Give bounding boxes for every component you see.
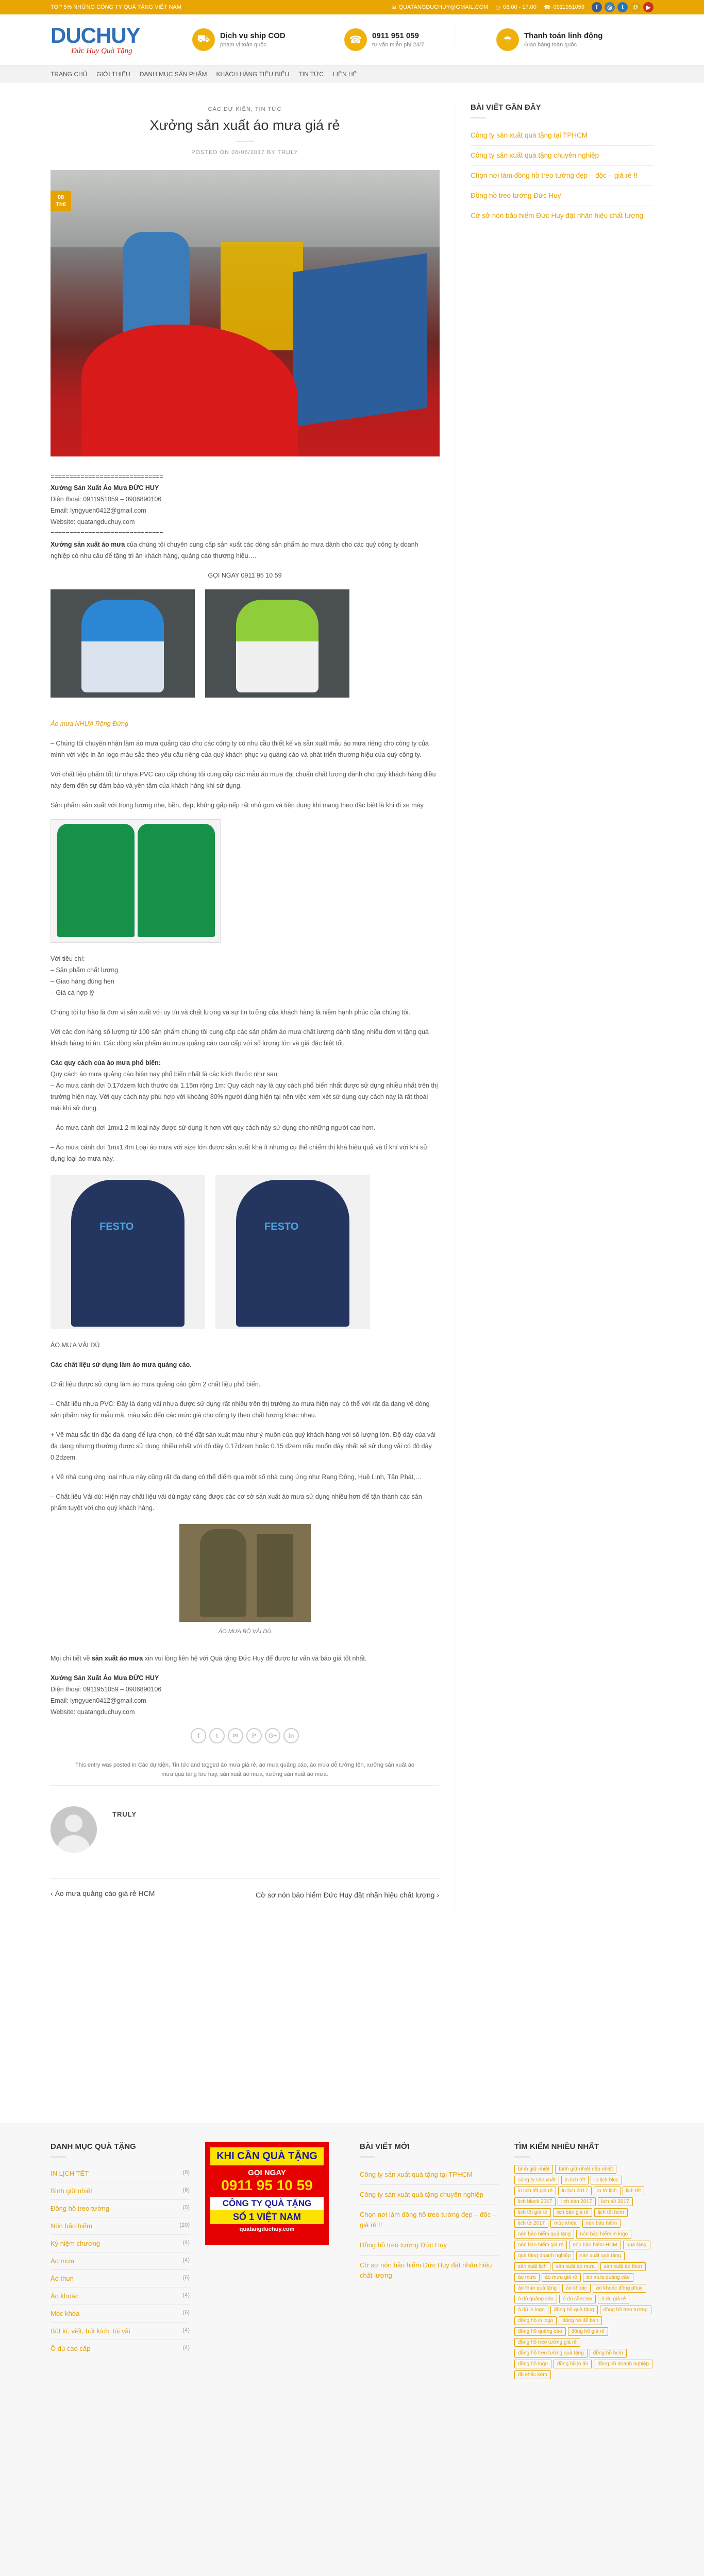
header-info-cod: ⛟ Dịch vụ ship COD phạm vi toàn quốc bbox=[192, 28, 311, 51]
paragraph-1: – Chúng tôi chuyên nhận làm áo mưa quảng cáo cho các công ty có nhu cầu thiết kế và sản xuất mẫu áo mưa riêng cho công ty của mình với việc in ấn logo màu sắc theo yêu cầu riêng của quý khách phục vụ quảng cáo và phát triển thương hiệu của quý công ty. bbox=[51, 740, 429, 758]
main-nav bbox=[0, 65, 704, 82]
tag-link[interactable]: in lịch 2017 bbox=[558, 2187, 592, 2195]
site-logo[interactable]: DUCHUY Đức Huy Quà Tặng bbox=[51, 24, 159, 56]
company-email: Email: lyngyuen0412@gmail.com bbox=[51, 507, 146, 514]
navy-raincoat-image: FESTO bbox=[51, 1175, 205, 1329]
tag-link[interactable]: công ty sản xuất bbox=[514, 2176, 559, 2184]
paragraph-3: Sản phẩm sản xuất với trọng lượng nhẹ, bền, đẹp, không gấp nếp rất nhỏ gọn và tiện dụng khi mang theo đặc biệt là khi đi xe máy. bbox=[51, 802, 425, 809]
tag-link[interactable]: sản xuất áo mưa bbox=[552, 2262, 598, 2271]
twitter-icon[interactable]: t bbox=[617, 2, 628, 12]
label-vai-du: ÁO MƯA VẢI DÙ bbox=[51, 1342, 100, 1349]
tag-link[interactable]: áo mưa bbox=[514, 2273, 540, 2282]
tag-link[interactable]: nón bảo hiểm HCM bbox=[569, 2241, 621, 2249]
footer-category-item[interactable]: Bút kí, viết, bút kích, túi vải (4) bbox=[51, 2322, 190, 2340]
benefit-item: – Giao hàng đúng hẹn bbox=[51, 978, 114, 985]
sidebar-recent-item[interactable]: Cờ sở nón bảo hiểm Đức Huy đặt nhãn hiệu chất lượng bbox=[471, 206, 653, 226]
tag-link[interactable]: lịch tết 2017 bbox=[598, 2197, 633, 2206]
paragraph-2: Với chất liệu phẩm tốt từ nhựa PVC cao cấp chúng tôi cung cấp các mẫu áo mưa đạt chuẩn chất lượng dành cho quý khách hàng điều này đem đến sự đảm bảo và yên tâm của khách hàng khi sử dụng. bbox=[51, 771, 436, 789]
tag-link[interactable]: đồng hồ hcm bbox=[590, 2349, 627, 2358]
nav-item-contact[interactable]: LIÊN HỆ bbox=[332, 71, 357, 78]
tag-link[interactable]: lịch tờ 2017 bbox=[514, 2219, 548, 2228]
topbar-email[interactable]: ✉ QUATANGDUCHUY@GMAIL.COM bbox=[391, 4, 489, 11]
nav-item-news[interactable]: TIN TỨC bbox=[298, 71, 324, 78]
tag-link[interactable]: sản xuất quà tặng bbox=[576, 2251, 625, 2260]
materials-3: + Về màu sắc tín đặc đa dạng để lựa chọn, có thể đặt sản xuất màu như ý muốn của quý khách hàng với số lượng lớn. Độ dày của vải đa dạng nhưng thường được sử dụng nhiều nhất với độ dày 0.17dzem hoặc 0.15 dzem nếu muốn dày nhất sẽ sử dụng vải có độ dày 0.2dzem. bbox=[51, 1431, 436, 1461]
footer-recent-item[interactable]: Cờ sơ nón bảo hiểm Đức Huy đặt nhãn hiệu chất lượng bbox=[360, 2255, 499, 2285]
tag-link[interactable]: áo thun quà tặng bbox=[514, 2284, 560, 2293]
tag-link[interactable]: ô dù cầm tay bbox=[559, 2295, 596, 2303]
entry-meta-footer: This entry was posted in Các dự kiện, Tin tức and tagged áo mưa giá rẻ, áo mưa quảng cáo, áo mưa dễ tưởng tên, xưởng sản xuất áo mưa quà tặng lưu hay, sản xuất áo mưa, xưởng sản xuất áo mưa. bbox=[51, 1754, 439, 1786]
topbar-hours: ◷ 08:00 - 17:00 bbox=[495, 4, 537, 11]
footer-category-item[interactable]: Nón bảo hiểm (20) bbox=[51, 2217, 190, 2234]
materials-heading: Các chất liệu sử dụng làm áo mưa quảng cáo. bbox=[51, 1361, 192, 1368]
linkedin-share-icon[interactable]: in bbox=[283, 1728, 299, 1743]
raincoat-blue-image bbox=[51, 589, 195, 698]
benefits-head: Với tiêu chí: bbox=[51, 955, 85, 962]
footer-recent-item[interactable]: Đồng hồ treo tường Đức Huy bbox=[360, 2235, 499, 2255]
closing-paragraph: Mọi chi tiết về sản xuất áo mưa xin vui lòng liên hệ với Quà tặng Đức Huy để được tư vấn và báo giá tốt nhất. bbox=[51, 1655, 367, 1662]
tag-link[interactable]: bình giữ nhiệt nắp nhiệt bbox=[555, 2165, 616, 2174]
post-content bbox=[51, 471, 439, 1718]
materials-1: Chất liệu được sử dụng làm áo mưa quảng cáo gồm 2 chất liệu phổ biến. bbox=[51, 1381, 261, 1388]
tag-link[interactable]: áo khoác đồng phục bbox=[593, 2284, 646, 2293]
tag-link[interactable]: đồng hồ treo tường quà tặng bbox=[514, 2349, 588, 2358]
header-info-phone: ☎ 0911 951 059 tư vấn miễn phí 24/7 bbox=[344, 28, 463, 51]
types-intro: Quy cách áo mưa quảng cáo hiện nay phổ biến nhất là các kích thước như sau: bbox=[51, 1071, 279, 1078]
tag-link[interactable]: đồng hồ doanh nghiệp bbox=[594, 2360, 652, 2368]
tag-link[interactable]: sản xuất áo thun bbox=[600, 2262, 646, 2271]
paragraph-4: Chúng tôi tự hào là đơn vị sản xuất với uy tín và chất lượng và sự tin tưởng của khách hàng là niềm hạnh phúc của chúng tôi. bbox=[51, 1009, 410, 1016]
tag-link[interactable]: đồng hồ giá rẻ bbox=[568, 2327, 608, 2336]
tag-link[interactable]: nón bảo hiểm in logo bbox=[576, 2230, 631, 2239]
tag-link[interactable]: ô dù giá rẻ bbox=[598, 2295, 629, 2303]
call-now-text: GỌI NGAY 0911 95 10 59 bbox=[208, 572, 282, 579]
tag-link[interactable]: đồng hồ để bàn bbox=[559, 2316, 602, 2325]
tag-link[interactable]: nón bảo hiểm giá rẻ bbox=[514, 2241, 567, 2249]
tag-link[interactable]: áo mưa quảng cáo bbox=[583, 2273, 633, 2282]
header-info-payment: ☂ Thanh toán linh động Giao hàng toàn quốc bbox=[496, 28, 615, 51]
post-navigation bbox=[51, 1879, 439, 1911]
pinterest-share-icon[interactable]: P bbox=[246, 1728, 262, 1743]
image-caption: ÁO MƯA BỘ VẢI DÙ bbox=[218, 1629, 272, 1635]
googleplus-share-icon[interactable]: G+ bbox=[265, 1728, 280, 1743]
type-1: – Áo mưa cánh dơi 0.17dzem kích thước dài 1.15m rộng 1m: Quy cách này là quy cách phổ biến nhất được sử dụng nhiều nhất trên thị trường hiện nay. Với quy cách này phù hợp với khoảng 80% người dùng hiện tại nên việc xem xét sử dụng quy cách này là rất thoải mái khi sử dụng. bbox=[51, 1082, 438, 1112]
post-categories[interactable]: CÁC DỰ KIỆN, TIN TỨC bbox=[208, 106, 282, 112]
email-share-icon[interactable]: ✉ bbox=[228, 1728, 243, 1743]
tag-link[interactable]: lịch tết bbox=[623, 2187, 645, 2195]
sidebar bbox=[455, 103, 653, 1911]
khaki-raincoat-image bbox=[179, 1524, 311, 1622]
topbar-phone[interactable]: ☎ 0911951059 bbox=[543, 4, 584, 11]
benefit-item: – Sản phẩm chất lượng bbox=[51, 967, 119, 974]
site-footer bbox=[0, 2123, 704, 2576]
top-bar bbox=[0, 0, 704, 14]
sidebar-title: BÀI VIẾT GẦN ĐÂY bbox=[471, 103, 541, 112]
nav-item-home[interactable]: TRANG CHỦ bbox=[51, 71, 88, 78]
nav-item-customers[interactable]: KHÁCH HÀNG TIÊU BIỂU bbox=[216, 71, 290, 78]
footer-category-item[interactable]: Áo mưa (4) bbox=[51, 2252, 190, 2269]
twitter-share-icon[interactable]: t bbox=[209, 1728, 225, 1743]
tag-link[interactable]: đồng hồ quảng cáo bbox=[514, 2327, 566, 2336]
email-icon[interactable]: @ bbox=[630, 2, 641, 12]
nav-item-products[interactable]: DANH MỤC SẢN PHẨM bbox=[139, 71, 207, 78]
paragraph-5: Với các đơn hàng số lượng từ 100 sản phẩm chúng tôi cung cấp các sản phẩm áo mưa chất lượng dành tặng nhiều đơn vị tặng quà khách hàng tri ân. Các dòng sản phẩm áo mưa quảng cáo cao cấp với số lượng lớn và giá đặc biệt tốt. bbox=[51, 1028, 429, 1047]
author-name: TRULY bbox=[112, 1810, 137, 1818]
tag-link[interactable]: in tờ lịch bbox=[594, 2187, 621, 2195]
tag-link[interactable]: áo khoác bbox=[562, 2284, 591, 2293]
tag-link[interactable]: ô dù quảng cáo bbox=[514, 2295, 557, 2303]
tag-link[interactable]: in lịch tết giá rẻ bbox=[514, 2187, 556, 2195]
materials-2: – Chất liệu nhựa PVC: Đây là dạng vải nhựa được sử dụng rất nhiều trên thị trường áo mưa hiện nay có thể với rất đa dạng về dòng sản phẩm này từ mẫu mã, màu sắc đến các mức giá cho công ty theo chất lượng khác nhau. bbox=[51, 1400, 430, 1419]
sidebar-recent-item[interactable]: Chọn nơi làm đồng hồ treo tường đẹp – độc – giá rẻ !! bbox=[471, 165, 653, 185]
footer-category-item[interactable]: Kỷ niệm chương (4) bbox=[51, 2234, 190, 2252]
hotline-banner[interactable]: KHI CẦN QUÀ TẶNG GỌI NGAY 0911 95 10 59 CÔNG TY QUÀ TẶNG SỐ 1 VIỆT NAM quatangduchuy.com bbox=[205, 2142, 329, 2245]
footer-category-item[interactable]: Áo khoác (4) bbox=[51, 2287, 190, 2304]
footer-recent-item[interactable]: Chọn nơi làm đồng hồ treo tường đẹp – độc – giá rẻ !! bbox=[360, 2205, 499, 2235]
tag-link[interactable]: móc khóa bbox=[550, 2219, 580, 2228]
post-title: Xưởng sản xuất áo mưa giá rẻ bbox=[149, 117, 340, 133]
tag-link[interactable]: đồng hồ treo tường giá rẻ bbox=[514, 2338, 580, 2347]
chevron-right-icon: › bbox=[434, 1891, 439, 1899]
footer-category-item[interactable]: Ô dù cao cấp (4) bbox=[51, 2340, 190, 2357]
tag-link[interactable]: lịch tết giá rẻ bbox=[514, 2208, 551, 2217]
raincoat-images bbox=[51, 589, 439, 698]
company-name: Xưởng Sản Xuất Áo Mưa ĐỨC HUY bbox=[51, 1674, 159, 1682]
tag-link[interactable]: lịch bàn giá rẻ bbox=[553, 2208, 592, 2217]
tag-link[interactable]: đồng hồ quà tặng bbox=[550, 2306, 598, 2314]
raincoat-green-image bbox=[205, 589, 349, 698]
tag-link[interactable]: đồng hồ in ấn bbox=[554, 2360, 592, 2368]
company-phone: Điện thoại: 0911951059 – 0906890106 bbox=[51, 496, 162, 503]
footer-category-item[interactable]: Bình giữ nhiệt (6) bbox=[51, 2182, 190, 2199]
author-box bbox=[51, 1786, 439, 1879]
intro-paragraph: Xưởng sản xuất áo mưa của chúng tôi chuyên cung cấp sản xuất các dòng sản phẩm áo mưa dành cho các quý công ty doanh nghiệp có nhu cầu để tặng tri ân khách hàng, quảng cáo thương hiệu…. bbox=[51, 541, 418, 560]
facebook-share-icon[interactable]: f bbox=[191, 1728, 206, 1743]
prev-post-link[interactable]: ‹ Áo mưa quảng cáo giá rẻ HCM bbox=[51, 1889, 155, 1897]
tag-link[interactable]: áo mưa giá rẻ bbox=[542, 2273, 581, 2282]
author-avatar bbox=[51, 1806, 97, 1853]
company-website: Website: quatangduchuy.com bbox=[51, 1708, 135, 1716]
tag-link[interactable]: lịch block 2017 bbox=[514, 2197, 556, 2206]
tag-link[interactable]: nón bảo hiểm bbox=[582, 2219, 621, 2228]
tag-link[interactable]: quà tặng bbox=[623, 2241, 650, 2249]
company-phone: Điện thoại: 0911951059 – 0906890106 bbox=[51, 1686, 162, 1693]
footer-banner-col bbox=[205, 2142, 344, 2379]
next-post-link[interactable]: Cờ sơ nón bảo hiểm Đức Huy đặt nhãn hiệu chất lượng › bbox=[255, 1891, 439, 1899]
tag-link[interactable]: in lịch tết bbox=[561, 2176, 589, 2184]
footer-recent-item[interactable]: Công ty sản xuất quà tặng chuyên nghiệp bbox=[360, 2184, 499, 2205]
label-nhua: Áo mưa NHỰA Rộng Đứng bbox=[51, 720, 129, 727]
sidebar-recent-item[interactable]: Đồng hồ treo tường Đức Huy bbox=[471, 185, 653, 206]
company-website: Website: quatangduchuy.com bbox=[51, 518, 135, 526]
company-email: Email: lyngyuen0412@gmail.com bbox=[51, 1697, 146, 1704]
tag-link[interactable]: đồ khắc kèm bbox=[514, 2370, 551, 2379]
benefit-item: – Giá cả hợp lý bbox=[51, 989, 94, 996]
green-raincoat-image bbox=[51, 819, 221, 943]
materials-4: + Về nhà cung ứng loại nhựa này cũng rất đa dạng có thể điểm qua một số nhà cung ứng như Rạng Đông, Huệ Linh, Tân Phát,… bbox=[51, 1473, 422, 1481]
site-header bbox=[0, 14, 704, 65]
post-meta: POSTED ON 08/06/2017 BY TRULY bbox=[191, 149, 298, 156]
mail-icon: ✉ bbox=[391, 4, 396, 11]
footer-categories: DANH MỤC QUÀ TẶNG IN LỊCH TẾT (8) Bình giữ nhiệt (6) Đồng hồ treo tường (5) Nón bảo hiểm (20) Kỷ niệm chương (4) Áo mưa (4) Áo thun (6) Áo khoác (4) Móc khóa (6) Bút kí, viết, bút kích, túi vải (4) Ô dù cao cấp (4) bbox=[51, 2142, 190, 2379]
truck-icon: ⛟ bbox=[192, 28, 215, 51]
tag-link[interactable]: ô dù in logo bbox=[514, 2306, 548, 2314]
tag-link[interactable]: nón bảo hiểm quà tặng bbox=[514, 2230, 574, 2239]
tag-link[interactable]: quà tặng doanh nghiệp bbox=[514, 2251, 574, 2260]
materials-5: – Chất liệu Vải dù: Hiện nay chất liệu vải dù ngày càng được các cơ sở sản xuất áo mưa sử dụng nhiều hơn để tận thành các sản phẩm tuyệt vời cho quý khách hàng. bbox=[51, 1493, 422, 1512]
clock-icon: ◷ bbox=[495, 4, 501, 11]
sep-line: ============================== bbox=[51, 473, 163, 480]
tag-link[interactable]: in lịch bloc bbox=[591, 2176, 622, 2184]
tag-cloud bbox=[514, 2165, 653, 2379]
tag-link[interactable]: đồng hồ in logo bbox=[514, 2316, 557, 2325]
footer-recent-posts: BÀI VIẾT MỚI Công ty sản xuất quà tặng tại TPHCM Công ty sản xuất quà tặng chuyên nghiệp Chọn nơi làm đồng hồ treo tường đẹp – độc – giá rẻ !! Đồng hồ treo tường Đức Huy Cờ sơ nón bảo hiểm Đức Huy đặt nhãn hiệu chất lượng bbox=[360, 2142, 499, 2379]
footer-recent-item[interactable]: Công ty sản xuất quà tặng tại TPHCM bbox=[360, 2171, 473, 2178]
tag-link[interactable]: lịch tết hcm bbox=[594, 2208, 628, 2217]
phone-icon: ☎ bbox=[344, 28, 367, 51]
company-name: Xưởng Sản Xuất Áo Mưa ĐỨC HUY bbox=[51, 484, 159, 492]
post-article bbox=[51, 103, 455, 1911]
featured-image bbox=[51, 170, 440, 456]
date-badge: 08 Th6 bbox=[51, 191, 71, 211]
tag-link[interactable]: bình giữ nhiệt bbox=[514, 2165, 553, 2174]
tag-link[interactable]: đồng hồ treo tường bbox=[600, 2306, 651, 2314]
navy-raincoat-images bbox=[51, 1175, 439, 1329]
navy-raincoat-image: FESTO bbox=[215, 1175, 370, 1329]
sidebar-recent-item[interactable]: Công ty sản xuất quà tặng chuyên nghiệp bbox=[471, 145, 653, 165]
footer-category-item[interactable]: Đồng hồ treo tường (5) bbox=[51, 2199, 190, 2217]
sep-line: ============================== bbox=[51, 530, 163, 537]
footer-tags: TÌM KIẾM NHIỀU NHẤT bình giữ nhiệt bình giữ nhiệt nắp nhiệt công ty sản xuất in lịch tết in lịch bloc in lịch tết giá rẻ in lịch 2017 in tờ lịch lịch tết lịch block 2017 lịch bàn 2017 lịch tết 2017 lịch tết giá rẻ lịch bàn giá rẻ lịch tết hcm lịch tờ 2017 móc khóa nón bảo hiểm nón bảo hiểm quà tặng nón bảo hiểm in logo nón bảo hiểm giá rẻ nón bảo hiểm HCM quà tặng quà tặng doanh nghiệp sản xuất quà tặng sản xuất lịch sản xuất áo mưa sản xuất áo thun áo mưa áo mưa giá rẻ áo mưa quảng cáo áo thun quà tặng áo khoác áo khoác đồng phục ô dù quảng cáo ô dù cầm tay ô dù giá rẻ ô dù in logo đồng hồ quà tặng đồng hồ treo tường đồng hồ in logo đồng hồ để bàn đồng hồ quảng cáo đồng hồ giá rẻ đồng hồ treo tường giá rẻ đồng hồ treo tường quà tặng đồng hồ hcm đồng hồ logo đồng hồ in ấn đồng hồ doanh nghiệp đồ khắc kèm bbox=[514, 2142, 653, 2379]
chevron-left-icon: ‹ bbox=[51, 1889, 55, 1897]
tag-link[interactable]: đồng hồ logo bbox=[514, 2360, 551, 2368]
facebook-icon[interactable]: f bbox=[592, 2, 602, 12]
title-divider bbox=[236, 141, 254, 142]
social-links bbox=[592, 2, 653, 12]
type-2: – Áo mưa cánh dơi 1mx1.2 m loại này được sử dụng ít hơn với quy cách này sử dụng cho những người cao hơn. bbox=[51, 1124, 376, 1131]
tag-link[interactable]: sản xuất lịch bbox=[514, 2262, 550, 2271]
share-buttons bbox=[51, 1728, 439, 1743]
phone-icon: ☎ bbox=[543, 4, 551, 11]
type-3: – Áo mưa cánh dơi 1mx1.4m Loại áo mưa với size lớn được sản xuất khá ít nhưng cụ thể chiếm thị khá hiệu quả và tỉ khí với khi sử dụng loại áo mưa này. bbox=[51, 1144, 428, 1162]
footer-category-item[interactable]: Móc khóa (6) bbox=[51, 2304, 190, 2322]
tag-link[interactable]: lịch bàn 2017 bbox=[558, 2197, 596, 2206]
footer-category-item[interactable]: IN LỊCH TẾT (8) bbox=[51, 2170, 190, 2177]
sidebar-recent-item[interactable]: Công ty sản xuất quà tặng tại TPHCM bbox=[471, 131, 588, 139]
types-heading: Các quy cách của áo mưa phổ biến: bbox=[51, 1059, 161, 1066]
instagram-icon[interactable]: ◎ bbox=[605, 2, 615, 12]
topbar-tagline: TOP 5% NHỮNG CÔNG TY QUÀ TẶNG VIỆT NAM bbox=[51, 4, 181, 10]
umbrella-icon: ☂ bbox=[496, 28, 519, 51]
footer-category-item[interactable]: Áo thun (6) bbox=[51, 2269, 190, 2287]
nav-item-about[interactable]: GIỚI THIỆU bbox=[96, 71, 130, 78]
youtube-icon[interactable]: ▶ bbox=[643, 2, 653, 12]
